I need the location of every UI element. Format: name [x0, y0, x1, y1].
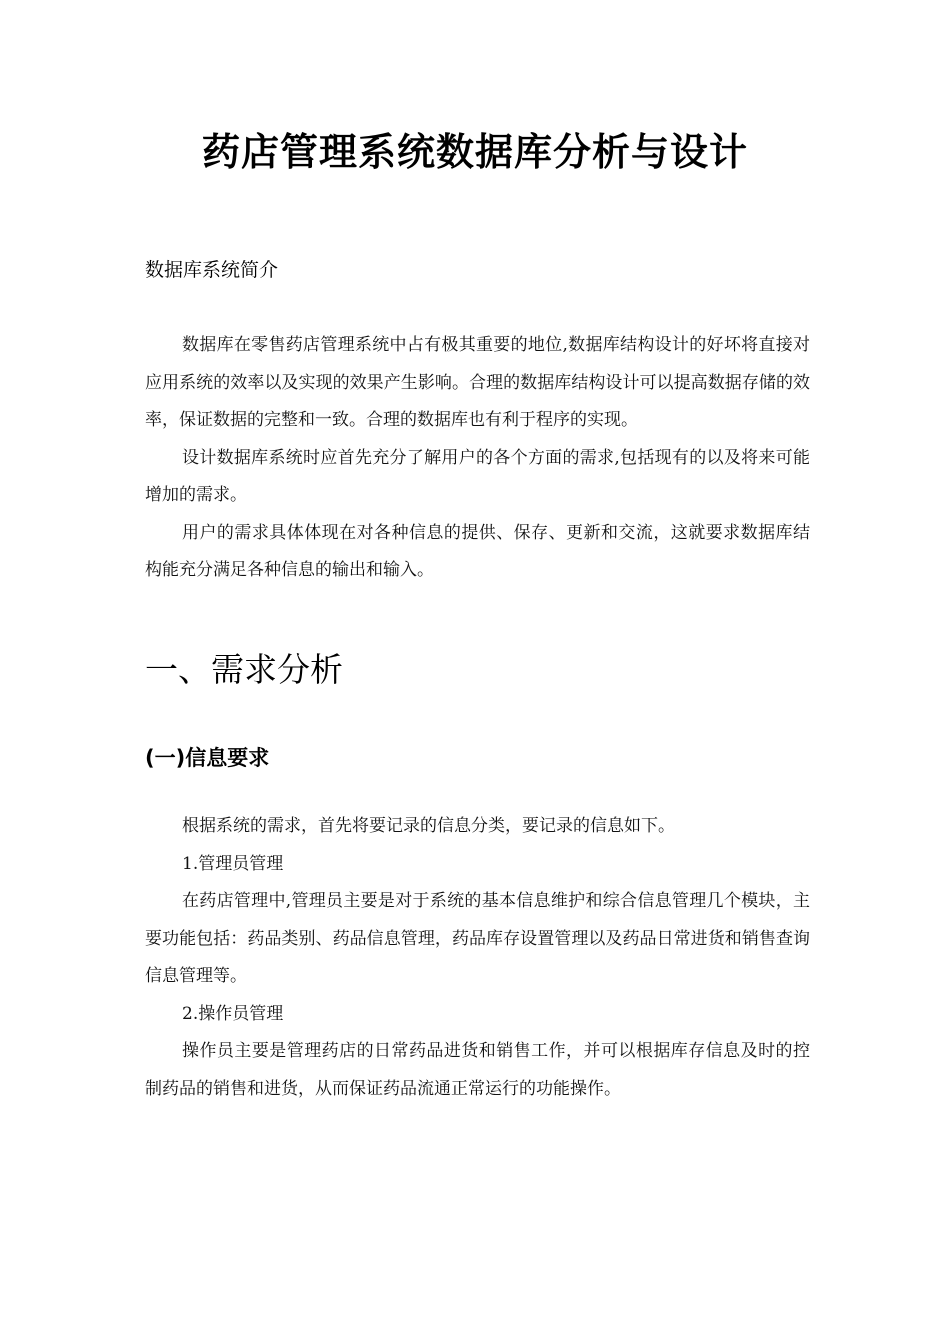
sub-heading: (一)信息要求	[145, 746, 270, 770]
intro-heading: 数据库系统简介	[145, 259, 279, 281]
info-paragraph: 在药店管理中,管理员主要是对于系统的基本信息维护和综合信息管理几个模块，主要功能包括：药品类别、药品信息管理，药品库存设置管理以及药品日常进货和销售查询信息管理等。	[145, 891, 810, 986]
intro-paragraph: 数据库在零售药店管理系统中占有极其重要的地位,数据库结构设计的好坏将直接对应用系统的效率以及实现的效果产生影响。合理的数据库结构设计可以提高数据存储的效率，保证数据的完整和一致。合理的数据库也有利于程序的实现。	[145, 335, 810, 430]
info-list-label: 2.操作员管理	[182, 1003, 284, 1024]
chapter-heading: 一、需求分析	[145, 650, 343, 689]
intro-paragraph: 设计数据库系统时应首先充分了解用户的各个方面的需求,包括现有的以及将来可能增加的需求。	[145, 447, 810, 505]
intro-body	[145, 327, 810, 590]
info-paragraph: 根据系统的需求，首先将要记录的信息分类，要记录的信息如下。	[182, 816, 675, 836]
info-list-label: 1.管理员管理	[182, 853, 284, 874]
info-body	[145, 808, 810, 1108]
info-paragraph: 操作员主要是管理药店的日常药品进货和销售工作，并可以根据库存信息及时的控制药品的销售和进货，从而保证药品流通正常运行的功能操作。	[145, 1041, 810, 1099]
document-title: 药店管理系统数据库分析与设计	[201, 130, 748, 174]
intro-paragraph: 用户的需求具体体现在对各种信息的提供、保存、更新和交流，这就要求数据库结构能充分满足各种信息的输出和输入。	[145, 522, 810, 580]
